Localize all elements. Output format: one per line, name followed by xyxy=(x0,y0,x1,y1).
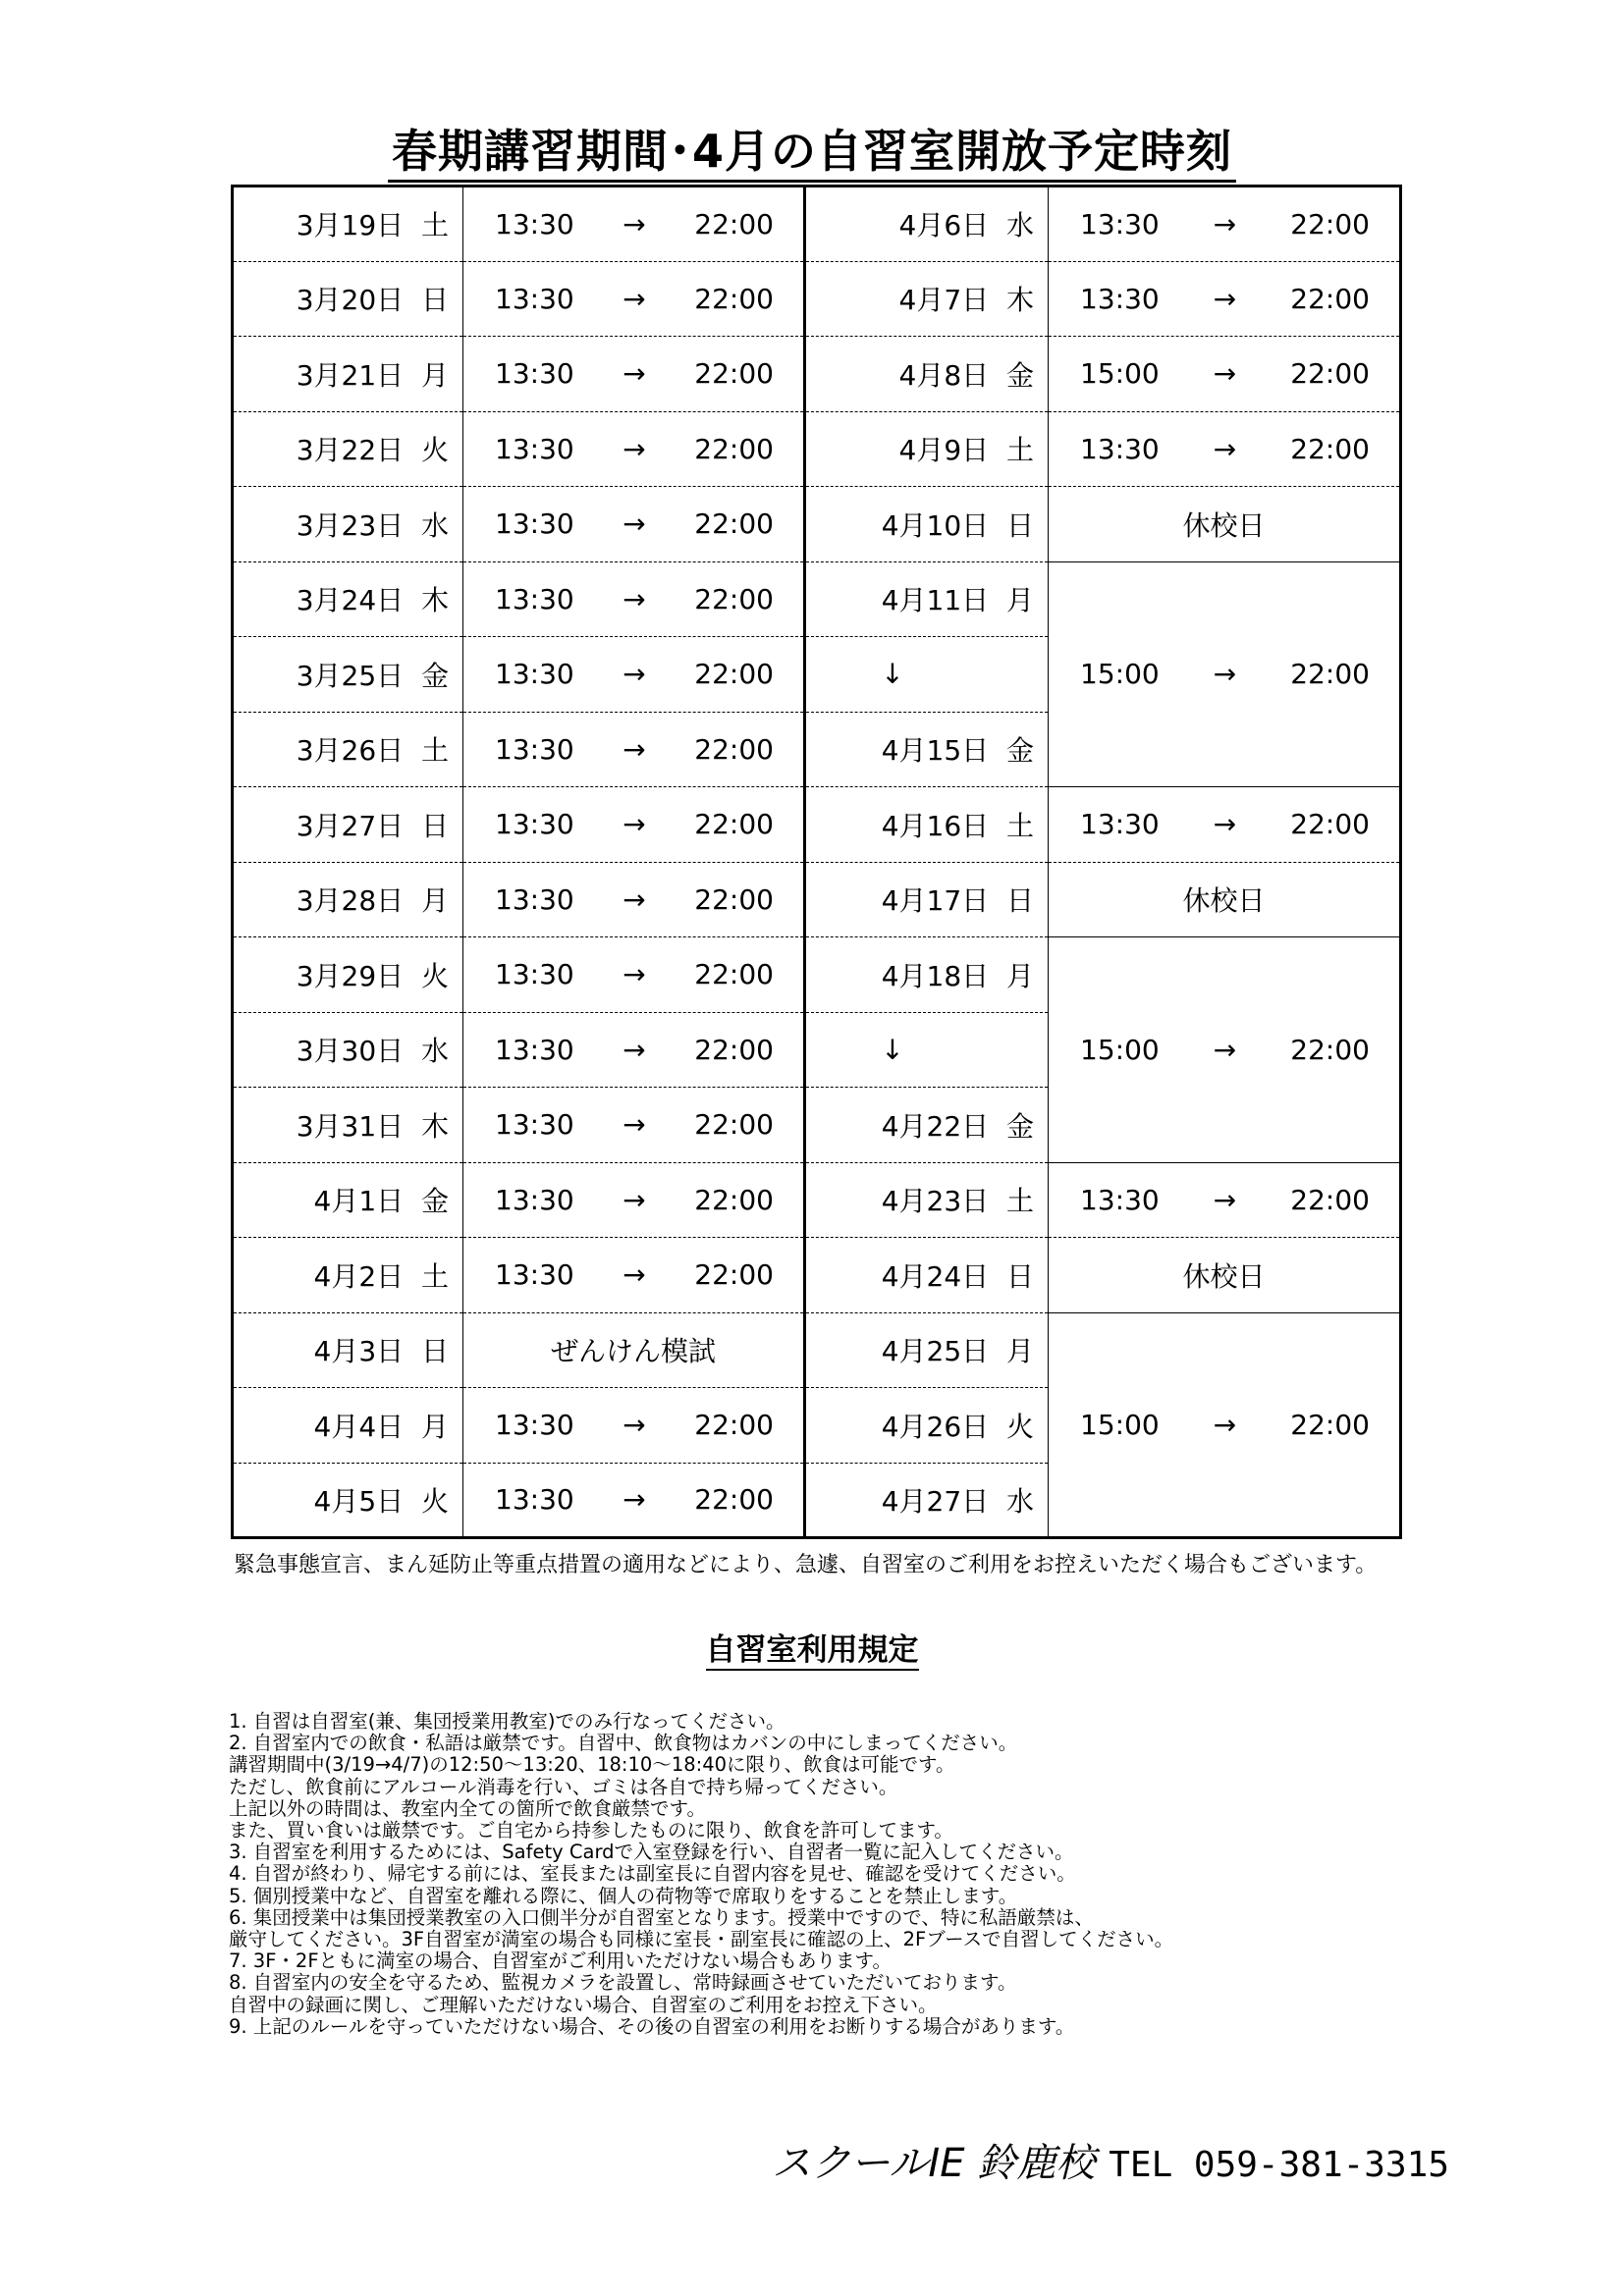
date: 4月17日 xyxy=(881,884,990,918)
date-cell xyxy=(233,1088,463,1163)
holiday-note: 休校日 xyxy=(1049,487,1401,562)
weekday: 金 xyxy=(1005,358,1034,392)
rule-line: 7. 3F・2Fともに満室の場合、自習室がご利用いただけない場合もあります。 xyxy=(229,1949,892,1973)
arrow-icon: → xyxy=(1213,1033,1237,1066)
date-cell xyxy=(233,411,463,487)
weekday: 月 xyxy=(420,884,449,918)
start-time: 13:30 xyxy=(495,582,574,615)
time-cell xyxy=(463,411,805,487)
end-time: 22:00 xyxy=(1290,432,1370,465)
time-range xyxy=(463,583,803,615)
weekday: 土 xyxy=(1005,1185,1034,1218)
time-range xyxy=(1049,1409,1399,1441)
date-cell xyxy=(233,1012,463,1088)
date: 4月24日 xyxy=(881,1259,990,1293)
weekday: 木 xyxy=(1005,284,1034,317)
schedule-row xyxy=(233,937,1401,1013)
date: 4月4日 xyxy=(313,1410,405,1443)
end-time: 22:00 xyxy=(694,658,774,691)
start-time: 13:30 xyxy=(495,1483,574,1517)
date: 4月23日 xyxy=(881,1185,990,1218)
time-cell xyxy=(463,862,805,937)
start-time: 13:30 xyxy=(495,282,574,315)
date-cell xyxy=(805,561,1049,637)
start-time: 13:30 xyxy=(495,357,574,391)
weekday: 木 xyxy=(420,584,449,617)
time-cell xyxy=(1049,261,1401,337)
end-time: 22:00 xyxy=(694,808,774,841)
rule-line: また、買い食いは厳禁です。ご自宅から持参したものに限り、飲食を許可してます。 xyxy=(229,1819,953,1842)
weekday: 水 xyxy=(1005,1484,1034,1518)
date-cell xyxy=(233,1162,463,1238)
time-range xyxy=(463,1184,803,1216)
weekday: 火 xyxy=(420,434,449,467)
weekday: 金 xyxy=(420,1185,449,1218)
start-time: 13:30 xyxy=(495,1183,574,1216)
date: 3月28日 xyxy=(296,884,405,918)
rule-line: 9. 上記のルールを守っていただけない場合、その後の自習室の利用をお断りする場合があります。 xyxy=(229,2014,1075,2038)
date-cell xyxy=(805,261,1049,337)
arrow-icon: → xyxy=(1213,1408,1237,1441)
schedule-row xyxy=(233,1238,1401,1313)
end-time: 22:00 xyxy=(1290,1408,1370,1441)
arrow-icon: → xyxy=(623,732,646,766)
rules-title: 自習室利用規定 xyxy=(0,1625,1624,1669)
end-time: 22:00 xyxy=(1290,1183,1370,1216)
date: 3月31日 xyxy=(296,1109,405,1143)
date: 4月6日 xyxy=(898,209,990,242)
time-range xyxy=(463,1258,803,1291)
time-cell xyxy=(463,1012,805,1088)
time-cell xyxy=(463,1388,805,1464)
down-arrow-icon: ↓ xyxy=(805,637,1049,713)
arrow-icon: → xyxy=(623,1258,646,1292)
date: 4月25日 xyxy=(881,1335,990,1368)
end-time: 22:00 xyxy=(1290,282,1370,315)
date: 4月9日 xyxy=(898,434,990,467)
rule-line: 自習中の録画に関し、ご理解いただけない場合、自習室のご利用をお控え下さい。 xyxy=(229,1993,938,2016)
date: 3月21日 xyxy=(296,358,405,392)
date: 4月5日 xyxy=(313,1484,405,1518)
date: 4月18日 xyxy=(881,959,990,992)
date-cell xyxy=(233,1238,463,1313)
date-cell xyxy=(805,712,1049,787)
date: 3月29日 xyxy=(296,959,405,992)
rule-line: 1. 自習は自習室(兼、集団授業用教室)でのみ行なってください。 xyxy=(229,1710,785,1733)
exam-note: ぜんけん模試 xyxy=(463,1312,805,1388)
weekday: 水 xyxy=(420,1035,449,1068)
date-cell xyxy=(233,1312,463,1388)
date: 3月25日 xyxy=(296,659,405,692)
arrow-icon: → xyxy=(623,1183,646,1216)
weekday: 土 xyxy=(1005,809,1034,842)
schedule-table xyxy=(231,185,1402,1539)
schedule-row xyxy=(233,337,1401,412)
date-cell xyxy=(805,411,1049,487)
time-range xyxy=(1049,1034,1399,1066)
date: 4月27日 xyxy=(881,1484,990,1518)
time-cell xyxy=(463,1162,805,1238)
time-cell xyxy=(1049,787,1401,863)
date-cell xyxy=(233,261,463,337)
weekday: 火 xyxy=(1005,1410,1034,1443)
date-cell xyxy=(805,1238,1049,1313)
date-cell xyxy=(805,1463,1049,1538)
time-cell xyxy=(1049,411,1401,487)
date-cell xyxy=(233,337,463,412)
time-cell xyxy=(463,787,805,863)
date-cell xyxy=(805,1388,1049,1464)
rule-line: 2. 自習室内での飲食・私語は厳禁です。自習中、飲食物はカバンの中にしまってください。 xyxy=(229,1732,1018,1755)
weekday: 金 xyxy=(420,659,449,692)
end-time: 22:00 xyxy=(1290,658,1370,691)
time-cell xyxy=(463,1088,805,1163)
date: 4月1日 xyxy=(313,1185,405,1218)
arrow-icon: → xyxy=(623,882,646,916)
time-cell xyxy=(1049,1162,1401,1238)
date-cell xyxy=(233,937,463,1013)
date: 4月3日 xyxy=(313,1335,405,1368)
date-cell xyxy=(805,1088,1049,1163)
date: 4月16日 xyxy=(881,809,990,842)
arrow-icon: → xyxy=(1213,207,1237,240)
time-cell xyxy=(463,487,805,562)
time-cell xyxy=(463,637,805,713)
start-time: 13:30 xyxy=(1080,808,1160,841)
schedule-row xyxy=(233,1312,1401,1388)
time-range xyxy=(463,357,803,390)
arrow-icon: → xyxy=(1213,1183,1237,1216)
time-range xyxy=(1049,357,1399,390)
schedule-row xyxy=(233,187,1401,262)
date-cell xyxy=(805,1312,1049,1388)
date: 4月7日 xyxy=(898,284,990,317)
date-cell xyxy=(805,787,1049,863)
date: 4月10日 xyxy=(881,508,990,542)
time-cell xyxy=(463,337,805,412)
arrow-icon: → xyxy=(623,1108,646,1142)
time-cell xyxy=(463,261,805,337)
weekday: 日 xyxy=(420,809,449,842)
start-time: 13:30 xyxy=(495,432,574,465)
date: 4月2日 xyxy=(313,1259,405,1293)
arrow-icon: → xyxy=(623,1409,646,1442)
weekday: 日 xyxy=(1005,508,1034,542)
phone-number: TEL 059-381-3315 xyxy=(1109,2145,1449,2185)
date-cell xyxy=(233,862,463,937)
rule-line: 5. 個別授業中など、自習室を離れる際に、個人の荷物等で席取りをすることを禁止します。 xyxy=(229,1884,1018,1907)
time-range xyxy=(463,1034,803,1066)
end-time: 22:00 xyxy=(694,958,774,991)
date: 3月26日 xyxy=(296,734,405,768)
schedule-row xyxy=(233,862,1401,937)
start-time: 13:30 xyxy=(1080,1183,1160,1216)
weekday: 日 xyxy=(1005,884,1034,918)
arrow-icon: → xyxy=(623,357,646,391)
end-time: 22:00 xyxy=(694,732,774,766)
rule-line: 講習期間中(3/19→4/7)の12:50～13:20、18:10～18:40に限り、飲食は可能です。 xyxy=(229,1753,955,1777)
time-cell xyxy=(463,712,805,787)
time-range xyxy=(1049,1184,1399,1216)
date: 3月27日 xyxy=(296,809,405,842)
school-name: スクールIE 鈴鹿校 xyxy=(772,2141,1096,2186)
weekday: 土 xyxy=(420,1259,449,1293)
end-time: 22:00 xyxy=(694,1483,774,1517)
weekday: 水 xyxy=(1005,209,1034,242)
date: 4月22日 xyxy=(881,1109,990,1143)
date: 3月22日 xyxy=(296,434,405,467)
end-time: 22:00 xyxy=(694,1108,774,1142)
date: 4月11日 xyxy=(881,584,990,617)
date-cell xyxy=(805,487,1049,562)
time-range xyxy=(463,958,803,990)
date-cell xyxy=(805,862,1049,937)
time-cell xyxy=(463,561,805,637)
start-time: 13:30 xyxy=(1080,432,1160,465)
rule-line: 厳守してください。3F自習室が満室の場合も同様に室長・副室長に確認の上、2Fブースで自習してください。 xyxy=(229,1928,1174,1951)
end-time: 22:00 xyxy=(694,882,774,916)
rule-line: 4. 自習が終わり、帰宅する前には、室長または副室長に自習内容を見せ、確認を受けてください。 xyxy=(229,1862,1076,1886)
schedule-row xyxy=(233,561,1401,637)
end-time: 22:00 xyxy=(694,1033,774,1066)
time-range xyxy=(1049,808,1399,840)
rule-line: 上記以外の時間は、教室内全ての箇所で飲食厳禁です。 xyxy=(229,1796,706,1820)
page-title: 春期講習期間･4月の自習室開放予定時刻 xyxy=(0,116,1624,181)
start-time: 15:00 xyxy=(1080,1033,1160,1066)
arrow-icon: → xyxy=(623,207,646,240)
rule-line: 8. 自習室内の安全を守るため、監視カメラを設置し、常時録画させていただいております。 xyxy=(229,1971,1017,1995)
end-time: 22:00 xyxy=(694,1258,774,1292)
start-time: 13:30 xyxy=(495,958,574,991)
weekday: 金 xyxy=(1005,734,1034,768)
arrow-icon: → xyxy=(1213,658,1237,691)
time-range xyxy=(1049,208,1399,240)
date: 3月30日 xyxy=(296,1035,405,1068)
arrow-icon: → xyxy=(623,1033,646,1066)
arrow-icon: → xyxy=(623,507,646,541)
time-range xyxy=(463,283,803,315)
time-range xyxy=(463,1483,803,1516)
end-time: 22:00 xyxy=(694,1183,774,1216)
time-cell xyxy=(463,1463,805,1538)
arrow-icon: → xyxy=(1213,282,1237,315)
date: 3月23日 xyxy=(296,508,405,542)
time-range xyxy=(463,808,803,840)
start-time: 13:30 xyxy=(495,1258,574,1292)
end-time: 22:00 xyxy=(694,357,774,391)
start-time: 13:30 xyxy=(1080,282,1160,315)
end-time: 22:00 xyxy=(694,507,774,541)
date: 4月8日 xyxy=(898,358,990,392)
date: 3月19日 xyxy=(296,209,405,242)
schedule-row xyxy=(233,1162,1401,1238)
holiday-note: 休校日 xyxy=(1049,862,1401,937)
time-range xyxy=(1049,433,1399,465)
weekday: 月 xyxy=(1005,584,1034,617)
time-range xyxy=(1049,283,1399,315)
arrow-icon: → xyxy=(623,808,646,841)
time-cell xyxy=(1049,187,1401,262)
time-range xyxy=(1049,658,1399,690)
date: 3月20日 xyxy=(296,284,405,317)
end-time: 22:00 xyxy=(1290,1033,1370,1066)
date-cell xyxy=(233,561,463,637)
date-cell xyxy=(233,712,463,787)
end-time: 22:00 xyxy=(694,582,774,615)
weekday: 月 xyxy=(1005,959,1034,992)
date: 4月15日 xyxy=(881,734,990,768)
date-cell xyxy=(233,787,463,863)
time-range xyxy=(463,1108,803,1141)
weekday: 金 xyxy=(1005,1109,1034,1143)
time-range xyxy=(463,883,803,916)
date-cell xyxy=(805,337,1049,412)
time-cell xyxy=(1049,561,1401,787)
end-time: 22:00 xyxy=(1290,207,1370,240)
arrow-icon: → xyxy=(1213,808,1237,841)
weekday: 月 xyxy=(1005,1335,1034,1368)
end-time: 22:00 xyxy=(1290,808,1370,841)
time-range xyxy=(463,1409,803,1441)
schedule-row xyxy=(233,261,1401,337)
start-time: 13:30 xyxy=(495,1108,574,1142)
end-time: 22:00 xyxy=(694,282,774,315)
weekday: 土 xyxy=(420,209,449,242)
date-cell xyxy=(805,1162,1049,1238)
arrow-icon: → xyxy=(623,658,646,691)
end-time: 22:00 xyxy=(694,1409,774,1442)
time-cell xyxy=(1049,937,1401,1163)
date: 4月26日 xyxy=(881,1410,990,1443)
holiday-note: 休校日 xyxy=(1049,1238,1401,1313)
time-cell xyxy=(463,1238,805,1313)
time-cell xyxy=(463,937,805,1013)
time-range xyxy=(463,208,803,240)
schedule-row xyxy=(233,487,1401,562)
weekday: 火 xyxy=(420,959,449,992)
rule-line: 6. 集団授業中は集団授業教室の入口側半分が自習室となります。授業中ですので、特に私語厳禁は、 xyxy=(229,1905,1094,1929)
time-range xyxy=(463,507,803,540)
footer xyxy=(772,2132,1449,2188)
start-time: 15:00 xyxy=(1080,357,1160,391)
start-time: 13:30 xyxy=(495,808,574,841)
down-arrow-icon: ↓ xyxy=(805,1012,1049,1088)
start-time: 13:30 xyxy=(495,507,574,541)
date-cell xyxy=(233,187,463,262)
rule-line: 3. 自習室を利用するためには、Safety Cardで入室登録を行い、自習者一覧に記入してください。 xyxy=(229,1841,1074,1864)
start-time: 13:30 xyxy=(495,732,574,766)
schedule-row xyxy=(233,787,1401,863)
arrow-icon: → xyxy=(623,282,646,315)
time-range xyxy=(463,733,803,766)
weekday: 日 xyxy=(420,1335,449,1368)
start-time: 13:30 xyxy=(495,1033,574,1066)
weekday: 日 xyxy=(1005,1259,1034,1293)
start-time: 13:30 xyxy=(495,658,574,691)
weekday: 火 xyxy=(420,1484,449,1518)
date-cell xyxy=(233,1463,463,1538)
date-cell xyxy=(805,187,1049,262)
arrow-icon: → xyxy=(623,958,646,991)
weekday: 月 xyxy=(420,1410,449,1443)
time-cell xyxy=(1049,337,1401,412)
weekday: 土 xyxy=(1005,434,1034,467)
schedule-row xyxy=(233,411,1401,487)
date-cell xyxy=(233,1388,463,1464)
date-cell xyxy=(233,487,463,562)
start-time: 15:00 xyxy=(1080,1408,1160,1441)
arrow-icon: → xyxy=(623,582,646,615)
time-range xyxy=(463,433,803,465)
arrow-icon: → xyxy=(1213,357,1237,391)
arrow-icon: → xyxy=(1213,432,1237,465)
start-time: 13:30 xyxy=(495,207,574,240)
end-time: 22:00 xyxy=(694,432,774,465)
start-time: 13:30 xyxy=(1080,207,1160,240)
arrow-icon: → xyxy=(623,432,646,465)
rules-list xyxy=(229,1711,1456,2038)
date-cell xyxy=(805,937,1049,1013)
closure-notice: 緊急事態宣言、まん延防止等重点措置の適用などにより、急遽、自習室のご利用をお控えいただく場合もございます。 xyxy=(234,1553,1378,1577)
end-time: 22:00 xyxy=(694,207,774,240)
weekday: 木 xyxy=(420,1109,449,1143)
rule-line: ただし、飲食前にアルコール消毒を行い、ゴミは各自で持ち帰ってください。 xyxy=(229,1775,898,1798)
end-time: 22:00 xyxy=(1290,357,1370,391)
weekday: 月 xyxy=(420,358,449,392)
time-cell xyxy=(1049,1312,1401,1538)
weekday: 水 xyxy=(420,508,449,542)
weekday: 日 xyxy=(420,284,449,317)
start-time: 15:00 xyxy=(1080,658,1160,691)
arrow-icon: → xyxy=(623,1483,646,1517)
weekday: 土 xyxy=(420,734,449,768)
time-range xyxy=(463,658,803,690)
start-time: 13:30 xyxy=(495,882,574,916)
start-time: 13:30 xyxy=(495,1409,574,1442)
date: 3月24日 xyxy=(296,584,405,617)
date-cell xyxy=(233,637,463,713)
time-cell xyxy=(463,187,805,262)
